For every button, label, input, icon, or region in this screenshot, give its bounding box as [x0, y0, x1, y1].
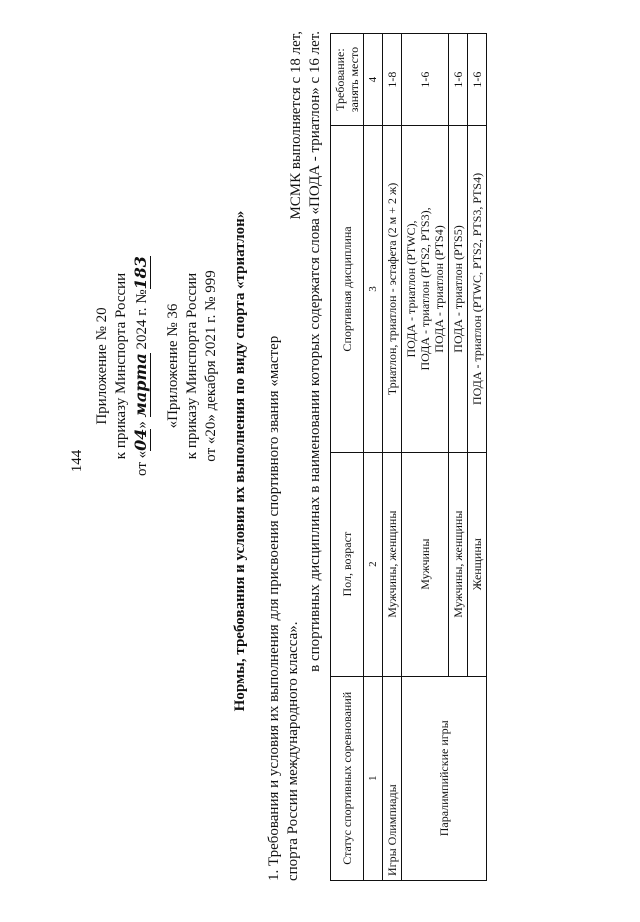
table-row [402, 34, 449, 881]
prev-appendix-number: «Приложение № 36 [165, 303, 181, 429]
norms-table [330, 33, 487, 881]
sex-cell: Мужчины, женщины [449, 452, 468, 676]
appendix-current [93, 251, 152, 481]
msmk-age-line-2: в спортивных дисциплинах в наименовании которых содержатся слова «ПОДА - триатлон» с 16 лет. [307, 31, 323, 672]
header-status: Статус спортивных соревнований [331, 676, 364, 880]
status-cell: Игры Олимпиады [383, 676, 402, 880]
place-cell: 1-8 [383, 34, 402, 126]
prev-appendix-order-ref: к приказу Минспорта России [184, 272, 200, 460]
place-cell: 1-6 [449, 34, 468, 126]
sex-cell: Мужчины [402, 452, 449, 676]
sex-cell: Женщины [468, 452, 487, 676]
prev-appendix-date: от «20» декабря 2021 г. № 999 [203, 270, 219, 462]
column-number: 1 [364, 676, 383, 880]
appendix-date-line: от «04» марта 2024 г. №183 [131, 256, 150, 476]
column-numbers-row [364, 34, 383, 881]
handwritten-order-number: 183 [131, 256, 150, 290]
header-sex-age: Пол, возраст [331, 452, 364, 676]
rotated-sheet [20, 31, 620, 891]
appendix-previous [164, 251, 221, 481]
status-cell: Паралимпийские игры [402, 676, 487, 880]
discipline-cell: ПОДА - триатлон (PTS5) [449, 126, 468, 453]
column-number: 4 [364, 34, 383, 126]
column-number: 2 [364, 452, 383, 676]
table-row [383, 34, 402, 881]
discipline-cell: Триатлон, триатлон - эстафета (2 м + 2 ж) [383, 126, 402, 453]
column-number: 3 [364, 126, 383, 453]
header-discipline: Спортивная дисциплина [331, 126, 364, 453]
section-1-text: 1. Требования и условия их выполнения для присвоения спортивного звания «мастер спорта России международного класса». [266, 335, 301, 881]
handwritten-month: марта [131, 353, 150, 418]
handwritten-day: 04 [131, 428, 150, 451]
discipline-cell: ПОДА - триатлон (PTWC, PTS2, PTS3, PTS4) [468, 126, 487, 453]
place-cell: 1-6 [468, 34, 487, 126]
header-requirement: Требование: занять место [331, 34, 364, 126]
sex-cell: Мужчины, женщины [383, 452, 402, 676]
appendix-order-ref: к приказу Минспорта России [113, 272, 129, 460]
msmk-age-line-1: МСМК выполняется с 18 лет, [288, 31, 304, 220]
page-number: 144 [69, 449, 85, 473]
document-title: Нормы, требования и условия их выполнения по виду спорта «триатлон» [232, 210, 248, 712]
place-cell: 1-6 [402, 34, 449, 126]
discipline-cell: ПОДА - триатлон (PTWC), ПОДА - триатлон (PTS2, PTS3), ПОДА - триатлон (PTS4) [402, 126, 449, 453]
appendix-number: Приложение № 20 [94, 307, 110, 425]
